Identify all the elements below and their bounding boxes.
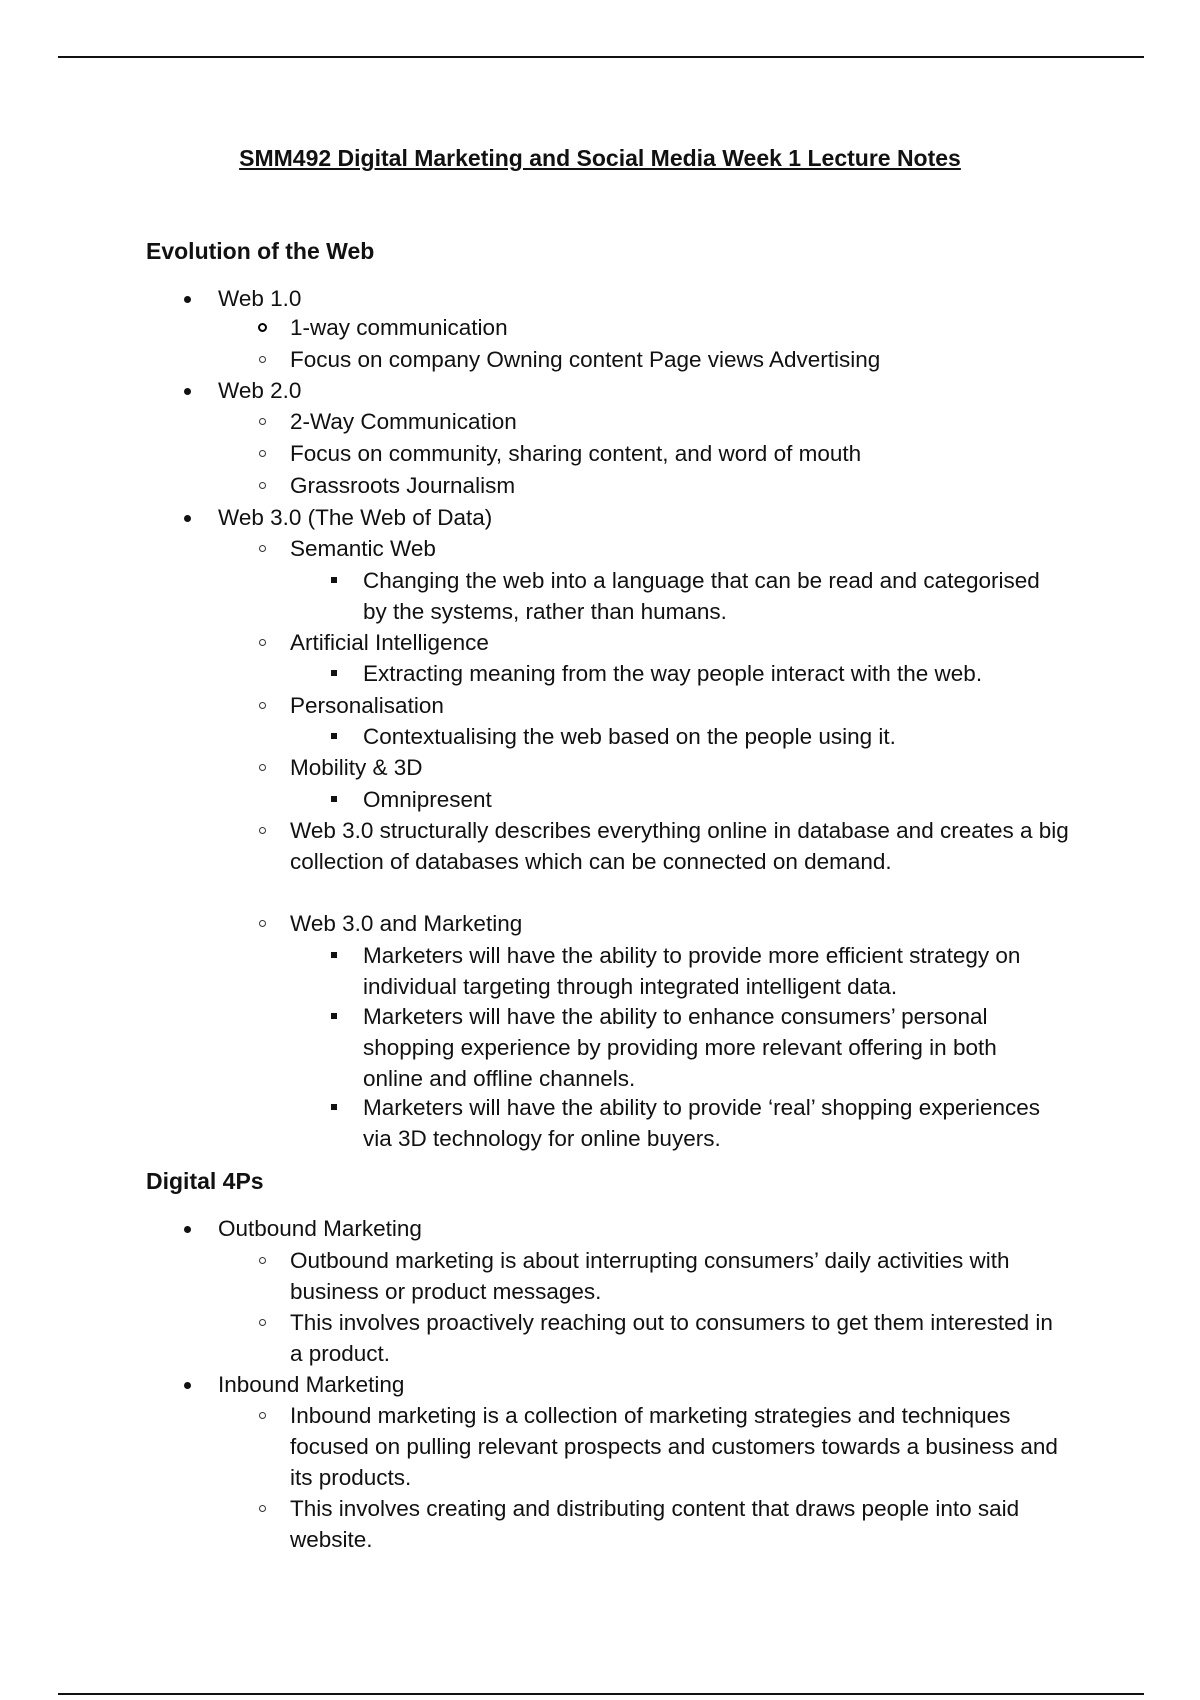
list-item: Web 3.0 structurally describes everything online in database and creates a big collection of databases which can be connected on demand. bbox=[290, 815, 1070, 877]
list-item: 2-Way Communication bbox=[290, 406, 1070, 437]
list-item: 1-way communication bbox=[290, 312, 1070, 343]
square-bullet-icon bbox=[331, 670, 337, 676]
square-bullet-icon bbox=[331, 577, 337, 583]
square-bullet-icon bbox=[331, 733, 337, 739]
list-item: Web 1.0 bbox=[218, 283, 1118, 314]
hollow-bullet-icon bbox=[259, 450, 266, 457]
list-item: Artificial Intelligence bbox=[290, 627, 1070, 658]
bullet-icon bbox=[184, 296, 191, 303]
hollow-bullet-icon bbox=[259, 356, 266, 363]
hollow-bullet-icon bbox=[259, 702, 266, 709]
bottom-rule bbox=[58, 1693, 1144, 1695]
list-item: Inbound marketing is a collection of marketing strategies and techniques focused on pulling relevant prospects and customers towards a business and its products. bbox=[290, 1400, 1070, 1493]
list-item: Focus on company Owning content Page views Advertising bbox=[290, 344, 1070, 375]
hollow-bullet-icon bbox=[259, 1505, 266, 1512]
bullet-icon bbox=[184, 1226, 191, 1233]
page-title: SMM492 Digital Marketing and Social Media Week 1 Lecture Notes bbox=[239, 145, 961, 171]
list-item: Marketers will have the ability to provide ‘real’ shopping experiences via 3D technology for online buyers. bbox=[363, 1092, 1063, 1154]
list-item: Extracting meaning from the way people interact with the web. bbox=[363, 658, 1063, 689]
list-item: Contextualising the web based on the people using it. bbox=[363, 721, 1063, 752]
hollow-bullet-icon bbox=[258, 323, 267, 332]
list-item: This involves creating and distributing content that draws people into said website. bbox=[290, 1493, 1070, 1555]
hollow-bullet-icon bbox=[259, 1412, 266, 1419]
bullet-icon bbox=[184, 1382, 191, 1389]
list-item: Changing the web into a language that can be read and categorised by the systems, rather than humans. bbox=[363, 565, 1063, 627]
list-item: Outbound Marketing bbox=[218, 1213, 1118, 1244]
hollow-bullet-icon bbox=[259, 545, 266, 552]
list-item: Semantic Web bbox=[290, 533, 1070, 564]
list-item: Marketers will have the ability to provide more efficient strategy on individual targeting through integrated intelligent data. bbox=[363, 940, 1063, 1002]
list-item: Mobility & 3D bbox=[290, 752, 1070, 783]
list-item: Personalisation bbox=[290, 690, 1070, 721]
square-bullet-icon bbox=[331, 1013, 337, 1019]
section-heading-digital-4ps: Digital 4Ps bbox=[146, 1168, 264, 1194]
list-item: This involves proactively reaching out to consumers to get them interested in a product. bbox=[290, 1307, 1070, 1369]
square-bullet-icon bbox=[331, 796, 337, 802]
square-bullet-icon bbox=[331, 952, 337, 958]
hollow-bullet-icon bbox=[259, 920, 266, 927]
list-item: Web 2.0 bbox=[218, 375, 1118, 406]
list-item: Focus on community, sharing content, and word of mouth bbox=[290, 438, 1070, 469]
list-item: Outbound marketing is about interrupting consumers’ daily activities with business or product messages. bbox=[290, 1245, 1070, 1307]
list-item: Marketers will have the ability to enhance consumers’ personal shopping experience by providing more relevant offering in both online and offline channels. bbox=[363, 1001, 1063, 1094]
hollow-bullet-icon bbox=[259, 827, 266, 834]
hollow-bullet-icon bbox=[259, 482, 266, 489]
square-bullet-icon bbox=[331, 1104, 337, 1110]
list-item: Omnipresent bbox=[363, 784, 1063, 815]
list-item: Web 3.0 and Marketing bbox=[290, 908, 1070, 939]
list-item: Web 3.0 (The Web of Data) bbox=[218, 502, 1118, 533]
list-item: Inbound Marketing bbox=[218, 1369, 1118, 1400]
hollow-bullet-icon bbox=[259, 418, 266, 425]
hollow-bullet-icon bbox=[259, 1319, 266, 1326]
section-heading-evolution-of-the-web: Evolution of the Web bbox=[146, 238, 375, 264]
bullet-icon bbox=[184, 515, 191, 522]
hollow-bullet-icon bbox=[259, 639, 266, 646]
list-item: Grassroots Journalism bbox=[290, 470, 1070, 501]
hollow-bullet-icon bbox=[259, 1257, 266, 1264]
bullet-icon bbox=[184, 388, 191, 395]
hollow-bullet-icon bbox=[259, 764, 266, 771]
top-rule bbox=[58, 56, 1144, 58]
